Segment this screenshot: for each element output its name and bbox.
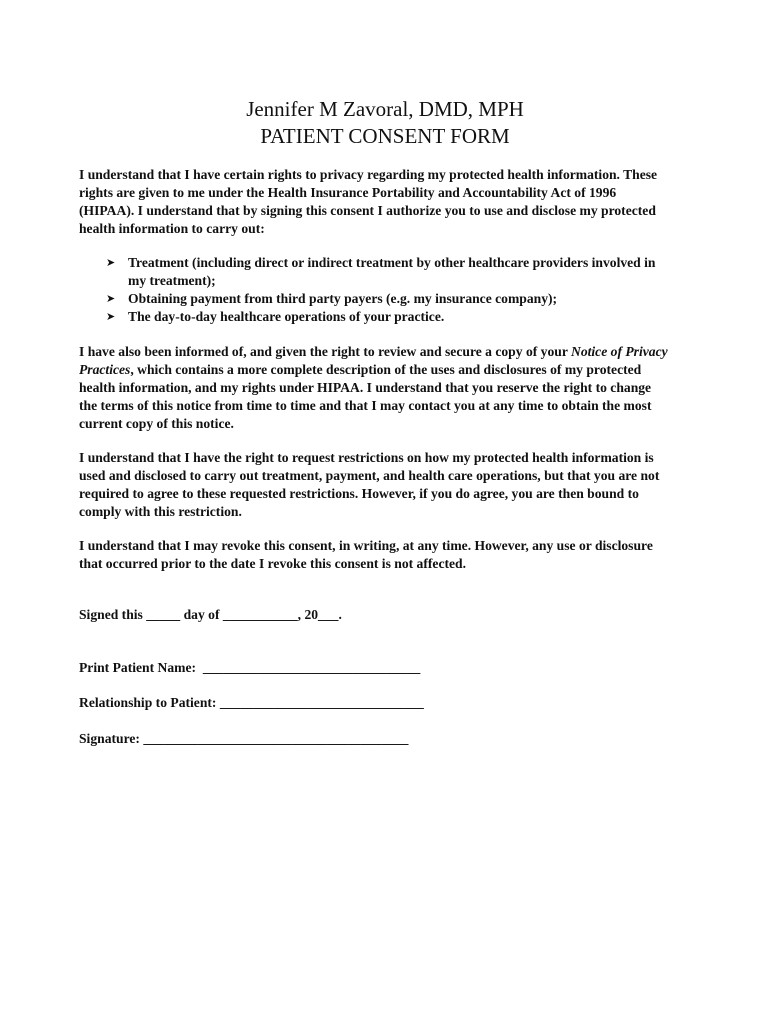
notice-text-after: , which contains a more complete description of the uses and disclosures of my protected health information, and my rights under HIPAA. I understand that you reserve the right to change the terms of this notice from time to time and that I may contact you at any time to obtain the most current copy of this notice.: [79, 362, 652, 431]
notice-text-before: I have also been informed of, and given the right to review and secure a copy of your: [79, 344, 572, 359]
intro-paragraph: I understand that I have certain rights to privacy regarding my protected health information. These rights are given to me under the Health Insurance Portability and Accountability Act of 1996 (HIPAA). I understand that by signing this consent I authorize you to use and disclose my protected health information to carry out:: [79, 167, 658, 236]
arrow-bullet-icon: ➤: [106, 257, 116, 269]
form-title: PATIENT CONSENT FORM: [260, 124, 510, 148]
arrow-bullet-icon: ➤: [106, 311, 116, 323]
list-item-text: Obtaining payment from third party payers (e.g. my insurance company);: [128, 291, 558, 306]
authorization-list: [106, 254, 666, 326]
notice-title: Notice of Privacy Practices: [79, 344, 668, 377]
list-item: [106, 254, 666, 290]
signed-date-field[interactable]: Signed this _____ day of ___________, 20___.: [79, 607, 342, 622]
list-item: [106, 308, 666, 326]
arrow-bullet-icon: ➤: [106, 293, 116, 305]
signature-field[interactable]: Signature: _______________________________________: [79, 731, 409, 746]
relationship-field[interactable]: Relationship to Patient: ______________________________: [79, 695, 424, 710]
list-item-text: The day-to-day healthcare operations of your practice.: [128, 309, 445, 324]
revoke-paragraph: I understand that I may revoke this consent, in writing, at any time. However, any use or disclosure that occurred prior to the date I revoke this consent is not affected.: [79, 538, 653, 571]
doctor-name: Jennifer M Zavoral, DMD, MPH: [246, 97, 524, 121]
restrictions-paragraph: I understand that I have the right to request restrictions on how my protected health information is used and disclosed to carry out treatment, payment, and health care operations, but that you are not required to agree to these requested restrictions. However, if you do agree, you are then bound to comply with this restriction.: [79, 450, 660, 519]
list-item-text: Treatment (including direct or indirect treatment by other healthcare providers involved in my treatment);: [128, 255, 656, 288]
notice-paragraph: [79, 343, 669, 433]
patient-name-field[interactable]: Print Patient Name: ________________________________: [79, 660, 421, 675]
list-item: [106, 290, 666, 308]
